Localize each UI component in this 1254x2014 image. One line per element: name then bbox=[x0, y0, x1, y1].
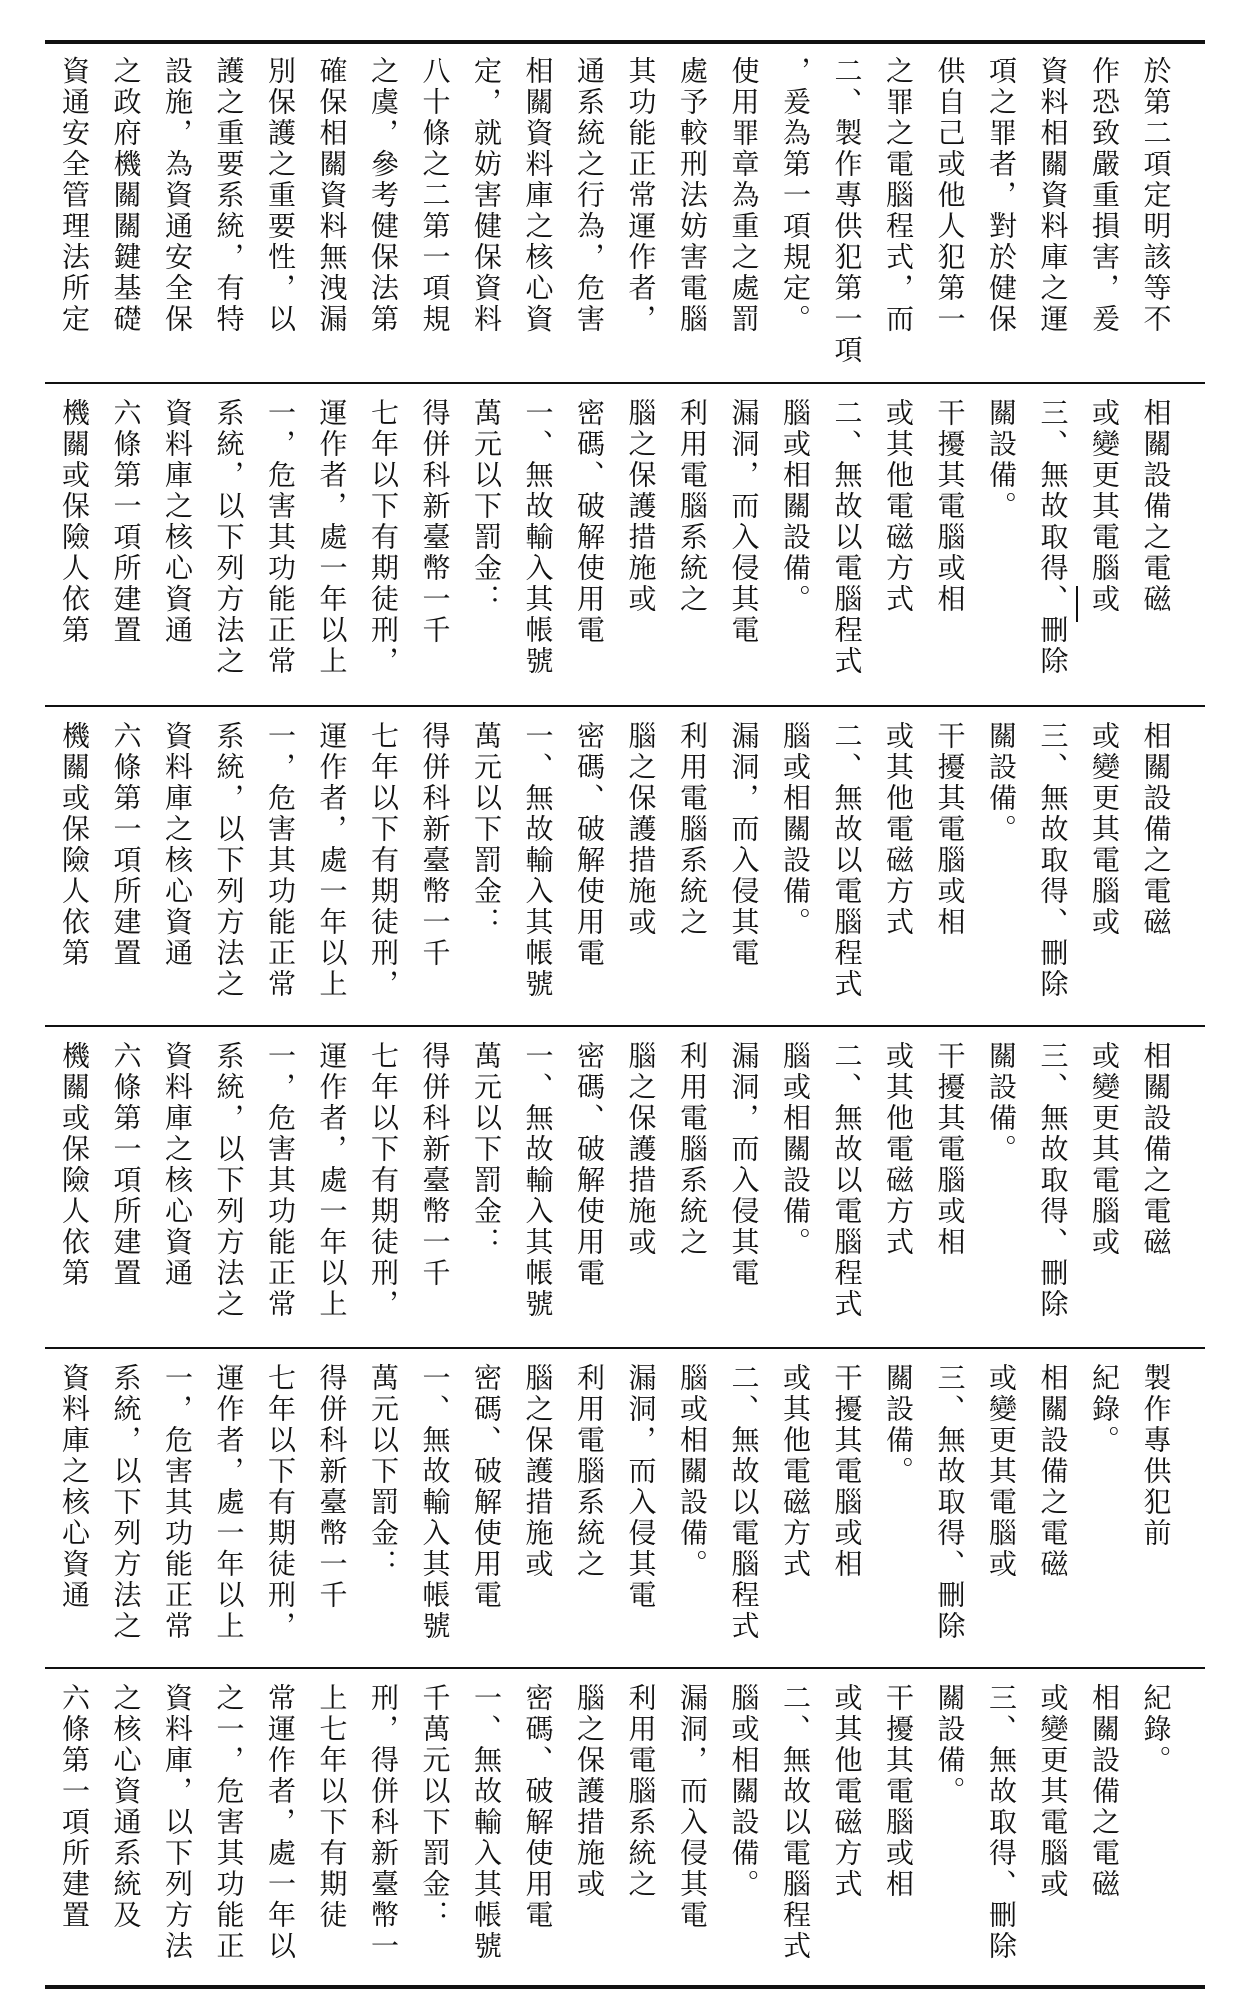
text-column: 資通安全管理法所定 bbox=[58, 56, 91, 335]
text-column: 相關資料庫之核心資 bbox=[521, 56, 555, 335]
text-column: 處予較刑法妨害電腦 bbox=[676, 56, 709, 335]
text-column: 密碼、破解使用電 bbox=[573, 721, 606, 969]
text-column: 一、無故輸入其帳號 bbox=[521, 721, 555, 1000]
text-column: 七年以下有期徒刑， bbox=[367, 398, 400, 677]
text-column: 一、無故輸入其帳號 bbox=[521, 1041, 555, 1320]
text-column: 六條第一項所建置 bbox=[109, 721, 143, 969]
text-panel-row-2 bbox=[58, 392, 1212, 692]
text-column: 腦或相關設備。 bbox=[676, 1363, 709, 1580]
text-column: 腦之保護措施或 bbox=[624, 398, 658, 615]
text-column: 二、無故以電腦程式 bbox=[830, 1041, 864, 1320]
text-column: 腦或相關設備。 bbox=[779, 1041, 812, 1258]
text-column: 萬元以下罰金： bbox=[470, 1041, 503, 1258]
bottom-rule bbox=[45, 1985, 1205, 1989]
text-column: 腦之保護措施或 bbox=[573, 1683, 606, 1900]
text-column: 或其他電磁方式 bbox=[882, 1041, 915, 1258]
text-column: 得併科新臺幣一千 bbox=[418, 1041, 452, 1289]
text-panel-row-4 bbox=[58, 1035, 1212, 1335]
text-column: 千萬元以下罰金： bbox=[418, 1683, 452, 1931]
text-column: 系統，以下列方法之 bbox=[212, 721, 246, 1000]
text-column: 萬元以下罰金： bbox=[470, 721, 503, 938]
text-column: 一，危害其功能正常 bbox=[161, 1363, 194, 1642]
text-column: 六條第一項所建置 bbox=[58, 1683, 91, 1931]
text-column: 利用電腦系統之 bbox=[573, 1363, 606, 1580]
text-column: 相關設備之電磁 bbox=[1036, 1363, 1070, 1580]
text-column: 密碼、破解使用電 bbox=[521, 1683, 555, 1931]
text-column: 二、無故以電腦程式 bbox=[830, 398, 864, 677]
text-column: 常運作者，處一年以 bbox=[264, 1683, 297, 1962]
text-column: 漏洞，而入侵其電 bbox=[676, 1683, 709, 1931]
text-column: 別保護之重要性，以 bbox=[264, 56, 297, 335]
text-column: 六條第一項所建置 bbox=[109, 1041, 143, 1289]
text-column: 二、製作專供犯第一項 bbox=[830, 56, 864, 366]
text-column: 或其他電磁方式 bbox=[882, 721, 915, 938]
text-column: 腦之保護措施或 bbox=[624, 721, 658, 938]
row-divider bbox=[45, 1347, 1205, 1349]
text-column: 運作者，處一年以上 bbox=[315, 398, 349, 677]
text-column: 之政府機關關鍵基礎 bbox=[109, 56, 143, 335]
text-column: 干擾其電腦或相 bbox=[830, 1363, 864, 1580]
text-column: 關設備。 bbox=[985, 721, 1018, 845]
text-column: 之核心資通系統及 bbox=[109, 1683, 143, 1931]
row-divider bbox=[45, 1025, 1205, 1027]
text-column: 得併科新臺幣一千 bbox=[418, 398, 452, 646]
text-column: 關設備。 bbox=[933, 1683, 967, 1807]
text-column: 七年以下有期徒刑， bbox=[264, 1363, 297, 1642]
text-panel-row-1 bbox=[58, 50, 1212, 366]
text-column: 一，危害其功能正常 bbox=[264, 398, 297, 677]
text-column: 項之罪者，對於健保 bbox=[985, 56, 1018, 335]
text-column: 或其他電磁方式 bbox=[830, 1683, 864, 1900]
text-column: 或其他電磁方式 bbox=[779, 1363, 812, 1580]
text-column: 得併科新臺幣一千 bbox=[315, 1363, 349, 1611]
text-column: 干擾其電腦或相 bbox=[933, 721, 967, 938]
text-panel-row-3 bbox=[58, 715, 1212, 1015]
text-column: 上七年以下有期徒 bbox=[315, 1683, 349, 1931]
text-column: 供自己或他人犯第一 bbox=[933, 56, 967, 335]
text-column: 製作專供犯前 bbox=[1139, 1363, 1173, 1549]
text-column: 腦或相關設備。 bbox=[727, 1683, 761, 1900]
text-column: 資料庫，以下列方法 bbox=[161, 1683, 194, 1962]
text-column: 漏洞，而入侵其電 bbox=[727, 721, 761, 969]
text-column: 之虞，參考健保法第 bbox=[367, 56, 400, 335]
text-column: 紀錄。 bbox=[1088, 1363, 1121, 1456]
text-column: 資料庫之核心資通 bbox=[58, 1363, 91, 1611]
text-column: 一，危害其功能正常 bbox=[264, 1041, 297, 1320]
text-column: 或其他電磁方式 bbox=[882, 398, 915, 615]
text-column: 干擾其電腦或相 bbox=[933, 398, 967, 615]
text-column: 紀錄。 bbox=[1139, 1683, 1173, 1776]
text-column: 三、無故取得、刪除 bbox=[1036, 1041, 1070, 1320]
text-column: 漏洞，而入侵其電 bbox=[727, 1041, 761, 1289]
text-panel-row-6 bbox=[58, 1677, 1212, 1977]
row-divider bbox=[45, 382, 1205, 384]
text-column: 二、無故以電腦程式 bbox=[727, 1363, 761, 1642]
text-column: 資料庫之核心資通 bbox=[161, 721, 194, 969]
text-column: 三、無故取得、刪除 bbox=[933, 1363, 967, 1642]
text-column: 腦或相關設備。 bbox=[779, 398, 812, 615]
text-column: 利用電腦系統之 bbox=[676, 1041, 709, 1258]
text-column: 運作者，處一年以上 bbox=[315, 721, 349, 1000]
text-column: 三、無故取得、刪除 bbox=[1036, 398, 1070, 677]
text-column: 系統，以下列方法之 bbox=[212, 398, 246, 677]
text-column: 關設備。 bbox=[985, 398, 1018, 522]
text-column: 作恐致嚴重損害，爰 bbox=[1088, 56, 1121, 335]
text-column: 使用罪章為重之處罰 bbox=[727, 56, 761, 335]
text-column: 或變更其電腦或 bbox=[1088, 398, 1121, 615]
text-column: 漏洞，而入侵其電 bbox=[727, 398, 761, 646]
text-column: 確保相關資料無洩漏 bbox=[315, 56, 349, 335]
text-column: 萬元以下罰金： bbox=[470, 398, 503, 615]
row-divider bbox=[45, 1667, 1205, 1669]
text-column: 相關設備之電磁 bbox=[1139, 721, 1173, 938]
text-column: 或變更其電腦或 bbox=[1088, 1041, 1121, 1258]
text-column: 一、無故輸入其帳號 bbox=[521, 398, 555, 677]
text-column: 資料庫之核心資通 bbox=[161, 398, 194, 646]
text-column: 系統，以下列方法之 bbox=[212, 1041, 246, 1320]
top-rule bbox=[45, 40, 1205, 44]
text-column: 八十條之二第一項規 bbox=[418, 56, 452, 335]
text-column: 二、無故以電腦程式 bbox=[830, 721, 864, 1000]
text-column: 機關或保險人依第 bbox=[58, 398, 91, 646]
text-column: 三、無故取得、刪除 bbox=[985, 1683, 1018, 1962]
text-column: 密碼、破解使用電 bbox=[573, 398, 606, 646]
text-column: 機關或保險人依第 bbox=[58, 1041, 91, 1289]
text-column: 或變更其電腦或 bbox=[985, 1363, 1018, 1580]
text-column: 萬元以下罰金： bbox=[367, 1363, 400, 1580]
text-column: 資料庫之核心資通 bbox=[161, 1041, 194, 1289]
text-column: 運作者，處一年以上 bbox=[315, 1041, 349, 1320]
text-column: 資料相關資料庫之運 bbox=[1036, 56, 1070, 335]
text-column: 三、無故取得、刪除 bbox=[1036, 721, 1070, 1000]
text-column: 得併科新臺幣一千 bbox=[418, 721, 452, 969]
text-column: 機關或保險人依第 bbox=[58, 721, 91, 969]
text-column: 相關設備之電磁 bbox=[1139, 398, 1173, 615]
text-panel-row-5 bbox=[58, 1357, 1212, 1657]
text-column: 或變更其電腦或 bbox=[1036, 1683, 1070, 1900]
text-column: 利用電腦系統之 bbox=[676, 721, 709, 938]
text-column: 系統，以下列方法之 bbox=[109, 1363, 143, 1642]
text-column: 一，危害其功能正常 bbox=[264, 721, 297, 1000]
row-divider bbox=[45, 705, 1205, 707]
text-column: 關設備。 bbox=[985, 1041, 1018, 1165]
text-column: 運作者，處一年以上 bbox=[212, 1363, 246, 1642]
text-column: 通系統之行為，危害 bbox=[573, 56, 606, 335]
text-column: 護之重要系統，有特 bbox=[212, 56, 246, 335]
text-column: 利用電腦系統之 bbox=[676, 398, 709, 615]
text-column: 密碼、破解使用電 bbox=[573, 1041, 606, 1289]
text-column: 二、無故以電腦程式 bbox=[779, 1683, 812, 1962]
text-column: 七年以下有期徒刑， bbox=[367, 721, 400, 1000]
text-column: 漏洞，而入侵其電 bbox=[624, 1363, 658, 1611]
text-column: 腦或相關設備。 bbox=[779, 721, 812, 938]
text-column: 於第二項定明該等不 bbox=[1139, 56, 1173, 335]
text-column: 刑，得併科新臺幣一 bbox=[367, 1683, 400, 1962]
text-column: 密碼、破解使用電 bbox=[470, 1363, 503, 1611]
text-column: ，爰為第一項規定。 bbox=[779, 56, 812, 335]
text-column: 干擾其電腦或相 bbox=[882, 1683, 915, 1900]
text-column: 或變更其電腦或 bbox=[1088, 721, 1121, 938]
text-column: 一、無故輸入其帳號 bbox=[470, 1683, 503, 1962]
text-column: 之一，危害其功能正 bbox=[212, 1683, 246, 1962]
text-column: 之罪之電腦程式，而 bbox=[882, 56, 915, 335]
text-column: 相關設備之電磁 bbox=[1139, 1041, 1173, 1258]
text-column: 關設備。 bbox=[882, 1363, 915, 1487]
text-column: 六條第一項所建置 bbox=[109, 398, 143, 646]
text-column: 一、無故輸入其帳號 bbox=[418, 1363, 452, 1642]
text-column: 干擾其電腦或相 bbox=[933, 1041, 967, 1258]
text-column: 其功能正常運作者， bbox=[624, 56, 658, 335]
text-column: 腦之保護措施或 bbox=[624, 1041, 658, 1258]
text-column: 定，就妨害健保資料 bbox=[470, 56, 503, 335]
text-column: 七年以下有期徒刑， bbox=[367, 1041, 400, 1320]
text-column: 設施，為資通安全保 bbox=[161, 56, 194, 335]
text-column: 相關設備之電磁 bbox=[1088, 1683, 1121, 1900]
text-column: 利用電腦系統之 bbox=[624, 1683, 658, 1900]
text-column: 腦之保護措施或 bbox=[521, 1363, 555, 1580]
